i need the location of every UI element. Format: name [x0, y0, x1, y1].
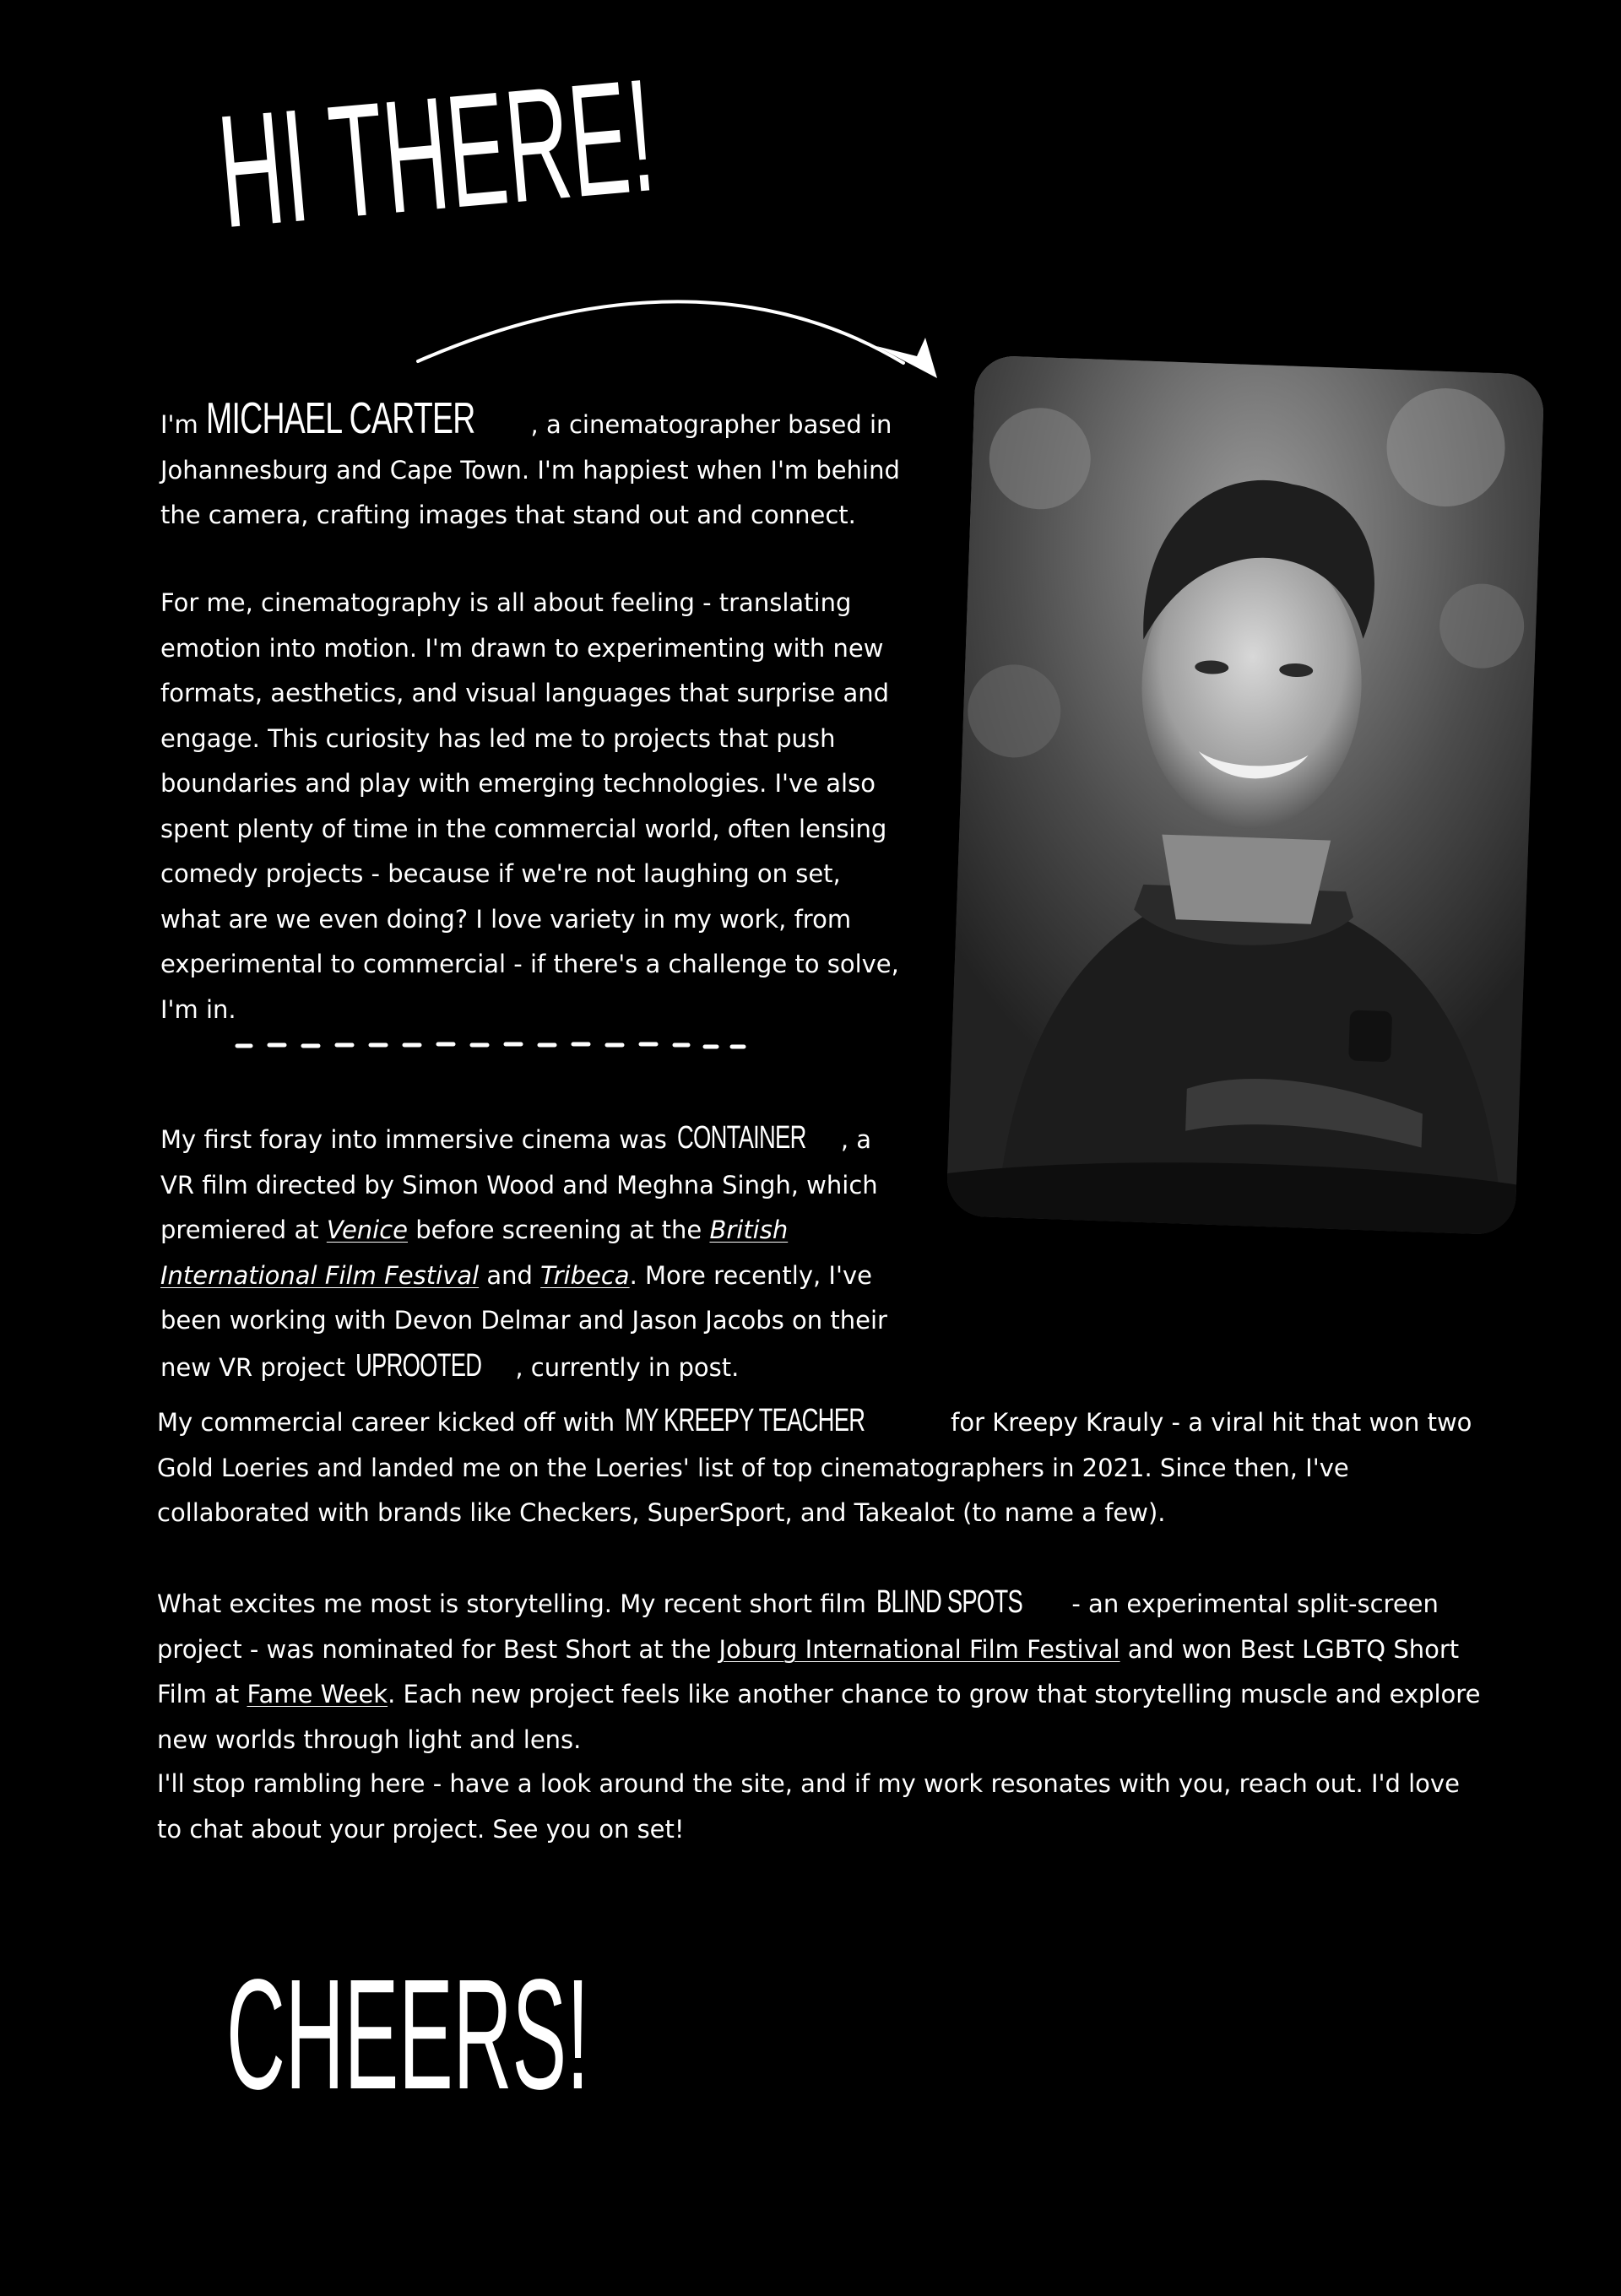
- storytelling-paragraph: [157, 1580, 1491, 1763]
- dashed-divider: [232, 1037, 773, 1053]
- immersive-text-3: before screening at the: [408, 1216, 710, 1244]
- title-uprooted: UPROOTED: [355, 1347, 482, 1384]
- immersive-text-5: . More recently, I've been working with Devon Delmar and Jason Jacobs on their new VR project: [160, 1260, 887, 1382]
- title-container: CONTAINER: [676, 1120, 806, 1156]
- immersive-text-2: , a VR film directed by Simon Wood and Meghna Singh, which premiered at: [160, 1125, 878, 1244]
- portrait-illustration: [946, 355, 1544, 1236]
- hi-there-heading: HI THERE!: [212, 46, 661, 263]
- storytelling-text-3: and won Best LGBTQ Short Film at: [157, 1634, 1460, 1708]
- closing-paragraph: I'll stop rambling here - have a look around the site, and if my work resonates with you, reach out. I'd love to chat about your project. See you on set!: [157, 1769, 1460, 1844]
- cheers-heading: CHEERS!: [226, 1947, 589, 2122]
- intro-rest: , a cinematographer based in Johannesburg and Cape Town. I'm happiest when I'm behind the camera, crafting images that stand out and connect.: [160, 410, 900, 529]
- venice-link[interactable]: Venice: [326, 1216, 409, 1244]
- fame-week-link[interactable]: Fame Week: [247, 1680, 388, 1708]
- jiff-link[interactable]: Joburg International Film Festival: [718, 1634, 1120, 1664]
- storytelling-text-4: . Each new project feels like another chance to grow that storytelling muscle and explore new worlds through light and lens.: [157, 1680, 1481, 1754]
- immersive-text-1: My first foray into immersive cinema was: [160, 1125, 667, 1154]
- storytelling-text-1: What excites me most is storytelling. My recent short film: [157, 1589, 866, 1618]
- commercial-text-2: for Kreepy Krauly - a viral hit that won two Gold Loeries and landed me on the Loeries' list of top cinematographers in 2021. Since then, I've collaborated with brands like Checkers, SuperSport, and Takealot (to name a few).: [157, 1408, 1472, 1527]
- commercial-text-1: My commercial career kicked off with: [157, 1408, 615, 1437]
- curved-arrow-icon: [414, 279, 954, 388]
- portrait-photo: [946, 355, 1544, 1236]
- biff-link[interactable]: British International Film Festival: [160, 1216, 789, 1290]
- commercial-paragraph: [157, 1399, 1491, 1536]
- title-blind-spots: BLIND SPOTS: [876, 1584, 1022, 1620]
- immersive-paragraph: [160, 1116, 903, 1390]
- philosophy-paragraph: For me, cinematography is all about feeling - translating emotion into motion. I'm drawn to experimenting with new formats, aesthetics, and visual languages that surprise and engage. This curiosity has led me to projects that push boundaries and play with emerging technologies. I've also spent plenty of time in the commercial world, often lensing comedy projects - because if we're not laughing on set, what are we even doing? I love variety in my work, from experimental to commercial - if there's a challenge to solve, I'm in.: [160, 588, 899, 1024]
- intro-paragraph: [160, 394, 903, 539]
- immersive-text-6: , currently in post.: [515, 1352, 740, 1382]
- name-highlight: MICHAEL CARTER: [206, 394, 475, 443]
- title-my-kreepy-teacher: MY KREEPY TEACHER: [625, 1403, 865, 1438]
- storytelling-text-2: - an experimental split-screen project - was nominated for Best Short at the: [157, 1589, 1439, 1664]
- intro-im: I'm: [160, 410, 206, 439]
- immersive-text-4: and: [479, 1260, 541, 1290]
- tribeca-link[interactable]: Tribeca: [540, 1260, 630, 1290]
